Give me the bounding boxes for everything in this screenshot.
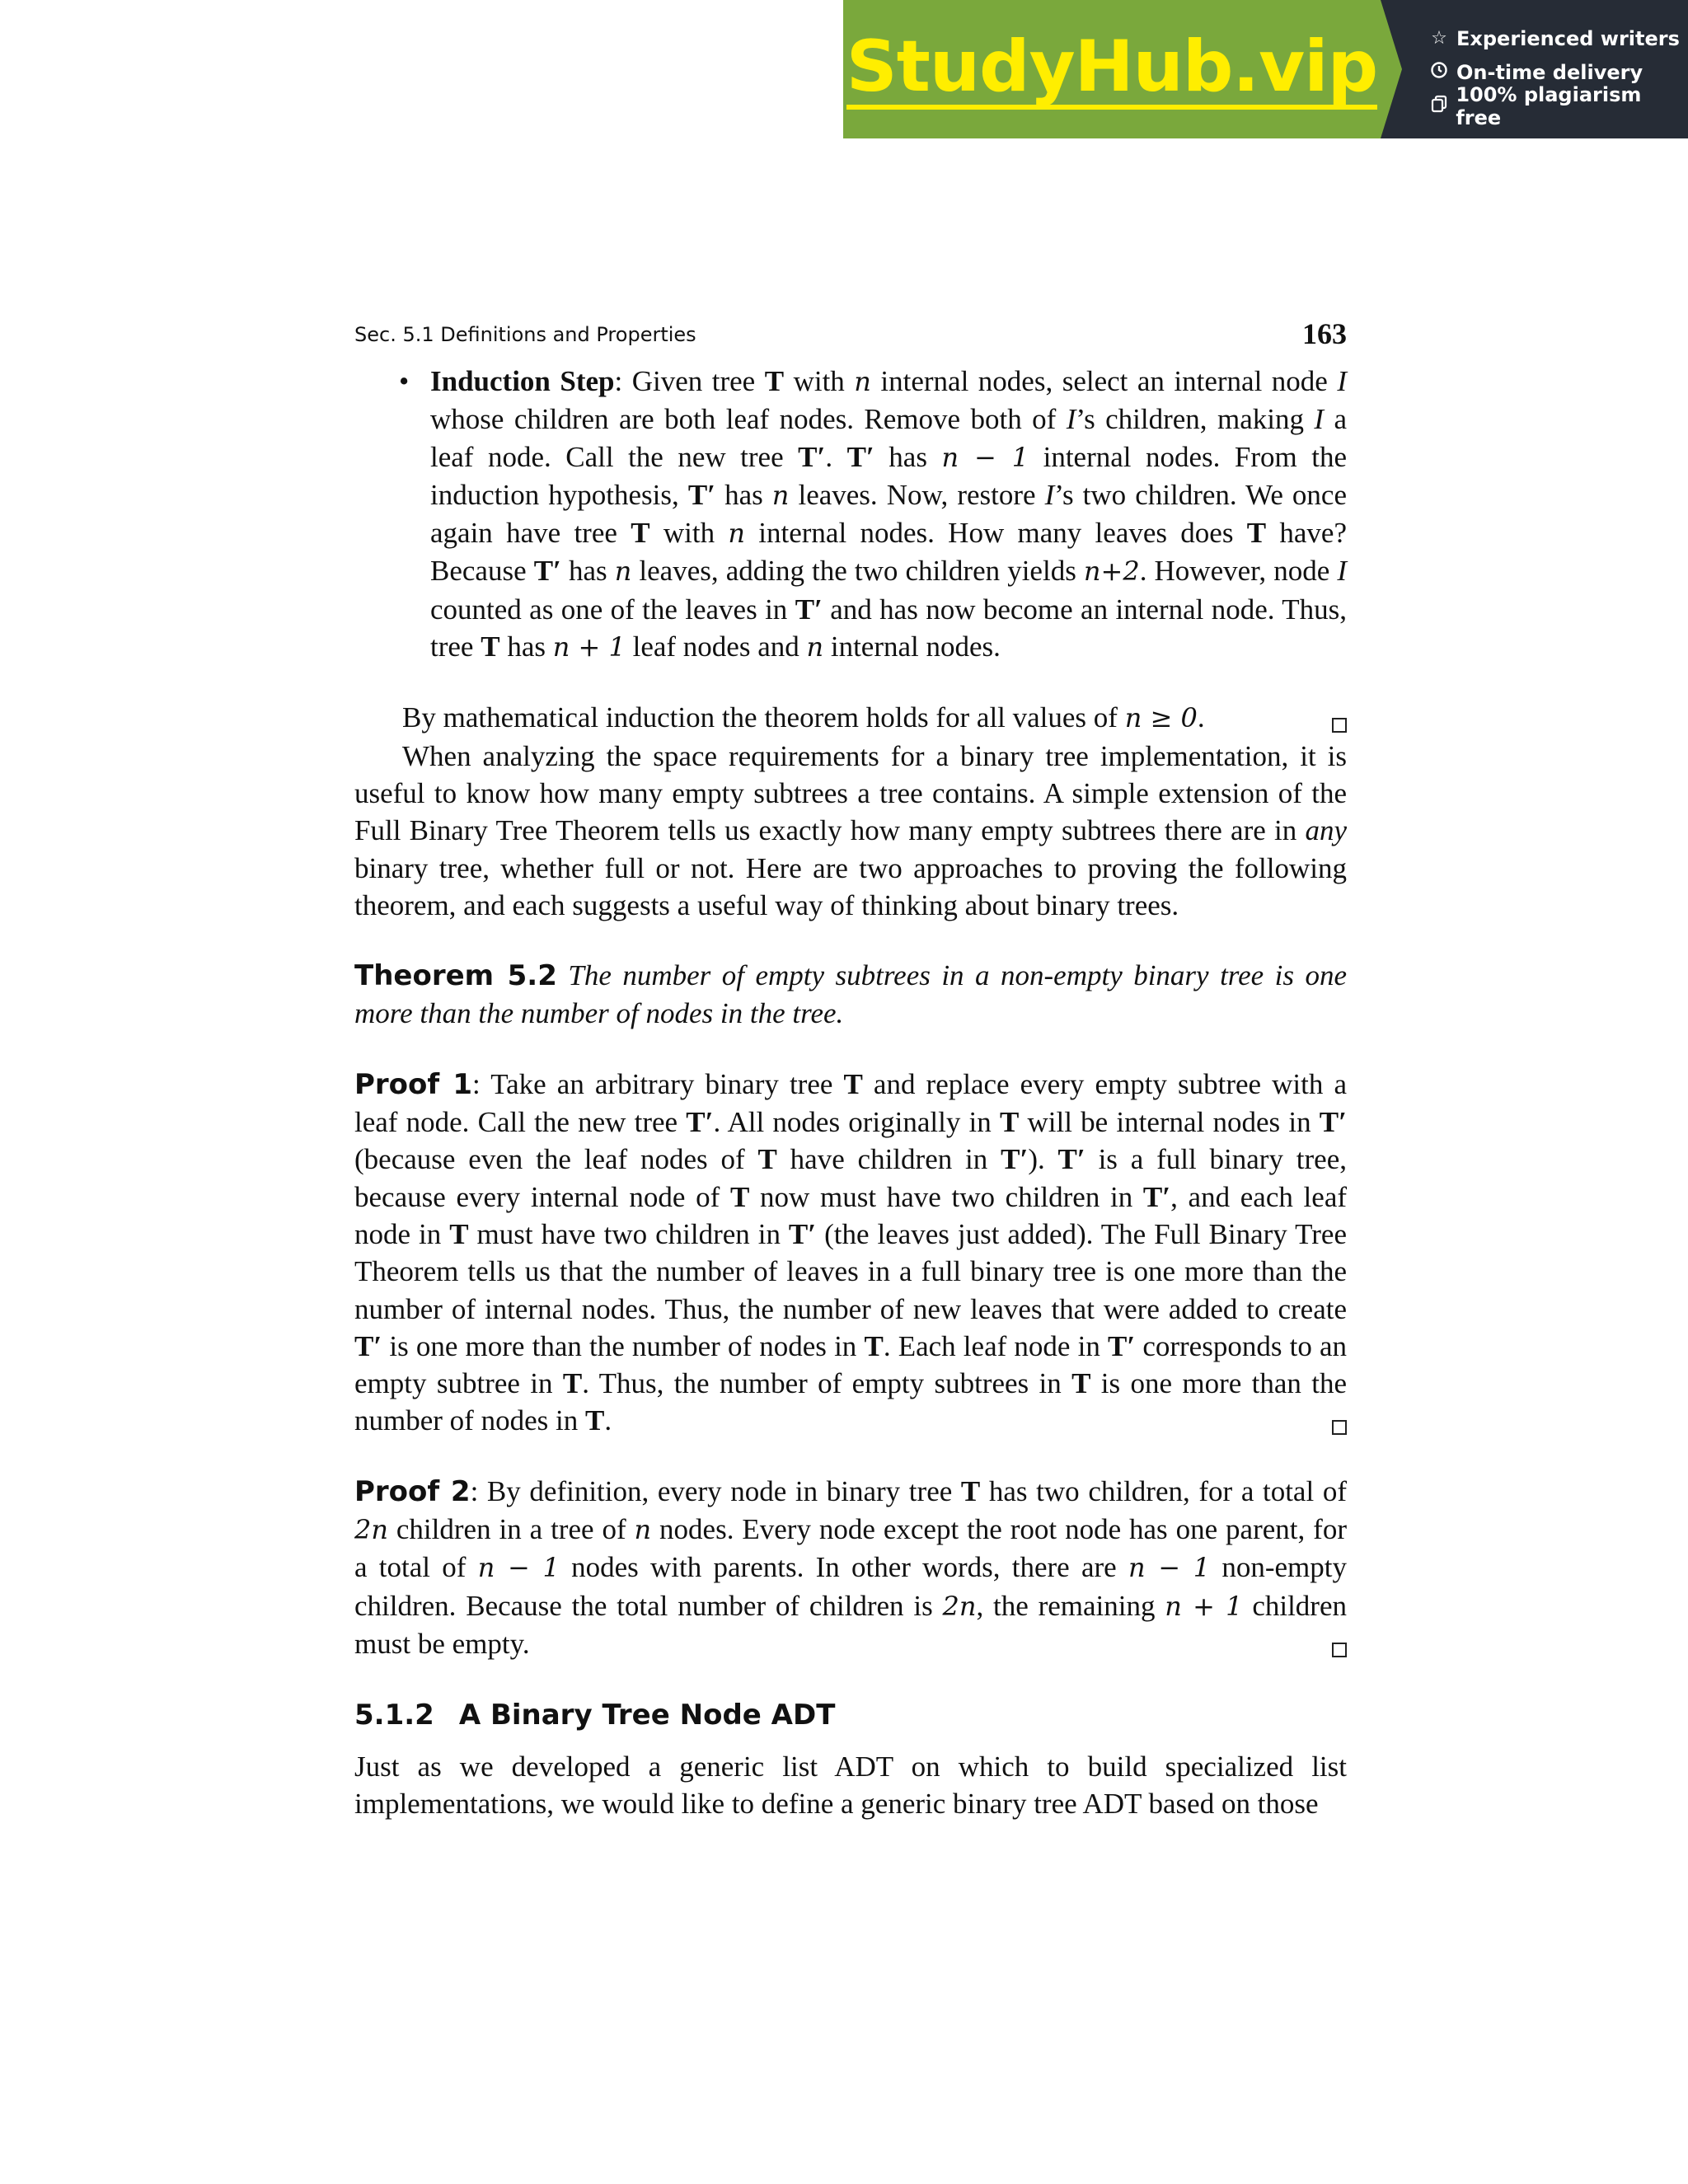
induction-step-label: Induction Step xyxy=(430,365,615,397)
feature-plagiarism-free: 100% plagiarism free xyxy=(1427,89,1688,123)
induction-step-item: • Induction Step: Given tree T with n internal nodes, select an internal node I whose children are both leaf nodes. Remove both of I’s children, making I a leaf node. Call the new tree T′. T′ has n − 1 internal nodes. From the induction hypothesis, T′ has n leaves. Now, restore I’s two children. We once again have tree T with n internal nodes. How many leaves does T have? Because T′ has n leaves, adding the two children yields n+2. However, node I counted as one of the leaves in T′ and has now become an internal node. Thus, tree T has n + 1 leaf nodes and n internal nodes. xyxy=(354,363,1347,666)
proof-1-label: Proof 1 xyxy=(354,1067,473,1101)
studyhub-logo[interactable] xyxy=(843,0,1381,138)
page-number: 163 xyxy=(1302,317,1347,350)
proof-1: Proof 1: Take an arbitrary binary tree T and replace every empty subtree with a leaf node. Call the new tree T′. All nodes originally in T will be internal nodes in T′ (because even the leaf nodes of T have children in T′). T′ is a full binary tree, because every internal node of T now must have two children in T′, and each leaf node in T must have two children in T′ (the leaves just added). The Full Binary Tree Theorem tells us that the number of leaves in a full binary tree is one more than the number of internal nodes. Thus, the number of new leaves that were added to create T′ is one more than the number of nodes in T. Each leaf node in T′ corresponds to an empty subtree in T. Thus, the number of empty subtrees in T is one more than the number of nodes in T. xyxy=(354,1067,1348,1437)
proof-2: Proof 2: By definition, every node in binary tree T has two children, for a total of 2n children in a tree of n nodes. Every node except the root node has one parent, for a total of n − 1 nodes with parents. In other words, there are n − 1 non-empty children. Because the total number of children is 2n, the remaining n + 1 children must be empty. xyxy=(354,1474,1348,1660)
bullet-icon: • xyxy=(399,365,410,397)
copy-icon xyxy=(1427,95,1451,118)
running-head xyxy=(354,313,1347,363)
induction-conclusion: By mathematical induction the theorem holds for all values of n ≥ 0. xyxy=(354,699,1347,737)
final-paragraph: Just as we developed a generic list ADT on which to build specialized list implementations, we would like to define a generic binary tree ADT based on those xyxy=(354,1750,1347,1820)
feature-on-time-delivery: On-time delivery xyxy=(1427,55,1688,89)
section-header: Sec. 5.1 Definitions and Properties xyxy=(354,323,696,346)
qed-box-icon xyxy=(1332,718,1347,733)
paragraph-space-requirements: When analyzing the space requirements for a binary tree implementation, it is useful to know how many empty subtrees a tree contains. A simple extension of the Full Binary Tree Theorem tells us exactly how many empty subtrees there are in any binary tree, whether full or not. Here are two approaches to proving the following theorem, and each suggests a useful way of thinking about binary trees. xyxy=(354,739,1347,921)
subsection-title: A Binary Tree Node ADT xyxy=(458,1699,836,1732)
qed-box-icon xyxy=(1332,1643,1347,1657)
clock-icon xyxy=(1427,61,1451,84)
subsection-heading xyxy=(354,1697,1347,1734)
theorem-statement: The number of empty subtrees in a non-empty binary tree is one more than the number of nodes in the tree. xyxy=(354,959,1348,1030)
theorem-5-2 xyxy=(354,957,1347,1033)
banner-features xyxy=(1381,0,1688,138)
feature-experienced-writers: ☆ Experienced writers xyxy=(1427,21,1688,55)
qed-box-icon xyxy=(1332,1420,1347,1435)
banner-arrow-decoration xyxy=(1381,0,1402,138)
proof-2-label: Proof 2 xyxy=(354,1474,471,1508)
star-outline-icon: ☆ xyxy=(1431,28,1447,49)
theorem-label: Theorem 5.2 xyxy=(354,959,557,993)
subsection-number: 5.1.2 xyxy=(354,1699,434,1732)
textbook-page xyxy=(354,313,1347,1822)
page-body xyxy=(354,363,1347,1822)
studyhub-banner[interactable] xyxy=(843,0,1688,138)
brand-name: StudyHub.vip xyxy=(846,26,1378,108)
